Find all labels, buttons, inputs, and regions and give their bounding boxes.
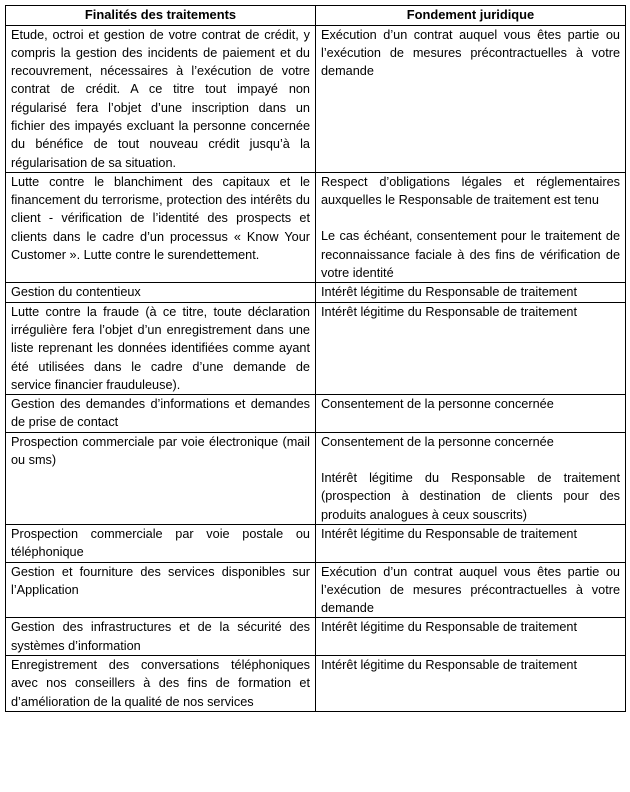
legal-basis-cell xyxy=(316,395,626,433)
legal-basis-text: Consentement de la personne concernée xyxy=(321,434,554,449)
legal-basis-text: Respect d’obligations légales et réglementaires auxquelles le Responsable de traitement est tenu xyxy=(321,174,620,208)
table-row xyxy=(6,395,626,433)
table-row xyxy=(6,618,626,656)
purpose-cell: Lutte contre la fraude (à ce titre, toute déclaration irrégulière fera l’objet d’un enregistrement dans une liste reprenant les données identifiées comme ayant été utilisées dans le cadre d’une demande de service financier frauduleuse). xyxy=(6,302,316,394)
legal-basis-text: Intérêt légitime du Responsable de traitement xyxy=(321,526,578,541)
purpose-cell: Enregistrement des conversations téléphoniques avec nos conseillers à des fins de formation et d’amélioration de la qualité de nos services xyxy=(6,656,316,712)
purpose-cell: Gestion et fourniture des services disponibles sur l’Application xyxy=(6,562,316,618)
purpose-cell: Gestion du contentieux xyxy=(6,283,316,302)
purpose-cell: Prospection commerciale par voie postale ou téléphonique xyxy=(6,524,316,562)
header-legal-basis: Fondement juridique xyxy=(316,6,626,26)
legal-basis-cell xyxy=(316,562,626,618)
table-row xyxy=(6,656,626,712)
legal-basis-text: Intérêt légitime du Responsable de traitement xyxy=(321,620,578,635)
legal-basis-text: Intérêt légitime du Responsable de traitement (prospection à destination de clients pour des produits analogues à ceux souscrits) xyxy=(321,471,620,522)
legal-basis-text: Intérêt légitime du Responsable de traitement xyxy=(321,658,578,672)
table-header-row xyxy=(6,6,626,26)
purpose-cell: Gestion des demandes d’informations et demandes de prise de contact xyxy=(6,395,316,433)
purpose-cell: Lutte contre le blanchiment des capitaux et le financement du terrorisme, protection des intérêts du client - vérification de l’identité des prospects et clients dans le cadre d’un processus « Know Your Customer ». Lutte contre le surendettement. xyxy=(6,172,316,282)
table-row xyxy=(6,524,626,562)
legal-basis-text: Exécution d’un contrat auquel vous êtes partie ou l’exécution de mesures précontractuelles à votre demande xyxy=(321,564,620,616)
legal-basis-text: Intérêt légitime du Responsable de traitement xyxy=(321,304,578,319)
legal-basis-text: Consentement de la personne concernée xyxy=(321,397,554,412)
document-page xyxy=(5,5,625,712)
table-row xyxy=(6,562,626,618)
legal-basis-cell xyxy=(316,25,626,172)
legal-basis-cell xyxy=(316,618,626,656)
legal-basis-cell xyxy=(316,656,626,712)
table-row xyxy=(6,25,626,172)
table-row xyxy=(6,302,626,394)
legal-basis-text: Intérêt légitime du Responsable de traitement xyxy=(321,285,578,300)
processing-purposes-table xyxy=(5,5,626,712)
legal-basis-cell xyxy=(316,302,626,394)
legal-basis-cell xyxy=(316,432,626,524)
legal-basis-cell xyxy=(316,283,626,302)
purpose-cell: Etude, octroi et gestion de votre contrat de crédit, y compris la gestion des incidents de paiement et du recouvrement, nécessaires à l’exécution de votre contrat de crédit. A ce titre tout impayé non régularisé fera l’objet d’une inscription dans un fichier des impayés excluant la personne concernée du bénéfice de tout nouveau crédit jusqu’à la régularisation de sa situation. xyxy=(6,25,316,172)
table-row xyxy=(6,172,626,282)
table-row xyxy=(6,283,626,302)
legal-basis-cell xyxy=(316,524,626,562)
legal-basis-text: Exécution d’un contrat auquel vous êtes partie ou l’exécution de mesures précontractuelles à votre demande xyxy=(321,27,620,79)
legal-basis-cell xyxy=(316,172,626,282)
table-row xyxy=(6,432,626,524)
purpose-cell: Prospection commerciale par voie électronique (mail ou sms) xyxy=(6,432,316,524)
header-purposes: Finalités des traitements xyxy=(6,6,316,26)
purpose-cell: Gestion des infrastructures et de la sécurité des systèmes d’information xyxy=(6,618,316,656)
legal-basis-text: Le cas échéant, consentement pour le traitement de reconnaissance faciale à des fins de vérification de votre identité xyxy=(321,229,620,281)
